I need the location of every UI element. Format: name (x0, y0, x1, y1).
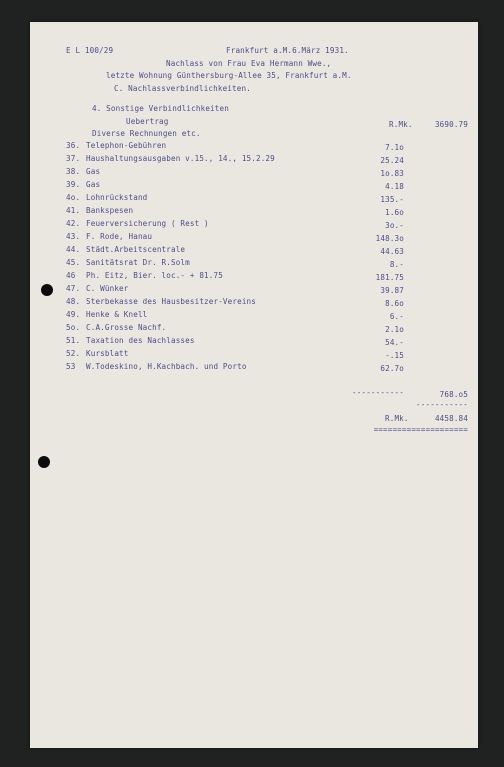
carryover-label: Uebertrag (126, 117, 169, 126)
file-reference: E L 100/29 (66, 46, 114, 55)
item-amount: 4.18 (385, 182, 404, 191)
item-amount: 148.3o (375, 234, 404, 243)
item-amount: 2.1o (385, 325, 404, 334)
carryover-amount: 3690.79 (434, 120, 468, 129)
item-amount: 8.6o (385, 299, 404, 308)
liabilities-heading: C. Nachlassverbindlichkeiten. (114, 84, 251, 93)
item-description: Bankspesen (86, 206, 134, 215)
item-number: 51. (66, 336, 81, 345)
last-residence: letzte Wohnung Günthersburg-Allee 35, Frankfurt a.M. (106, 71, 352, 80)
item-description: F. Rode, Hanau (86, 232, 153, 241)
item-description: C.A.Grosse Nachf. (86, 323, 167, 332)
subtotal-rule: ----------- (352, 388, 404, 397)
item-amount: 1o.83 (380, 169, 404, 178)
item-number: 39. (66, 180, 81, 189)
item-number: 47. (66, 284, 81, 293)
item-description: Sterbekasse des Hausbesitzer-Vereins (86, 297, 256, 306)
item-description: Feuerversicherung ( Rest ) (86, 219, 209, 228)
item-number: 53 (66, 362, 76, 371)
item-description: Städt.Arbeitscentrale (86, 245, 186, 254)
subtotal-underline: ----------- (416, 400, 468, 409)
item-description: Ph. Eitz, Bier. loc.- + 81.75 (86, 271, 223, 280)
item-number: 42. (66, 219, 81, 228)
item-description: Lohnrückstand (86, 193, 148, 202)
item-number: 48. (66, 297, 81, 306)
item-number: 36. (66, 141, 81, 150)
misc-invoices-label: Diverse Rechnungen etc. (92, 129, 201, 138)
item-description: Gas (86, 180, 101, 189)
item-number: 49. (66, 310, 81, 319)
item-number: 5o. (66, 323, 81, 332)
item-description: Taxation des Nachlasses (86, 336, 195, 345)
item-amount: 62.7o (380, 364, 404, 373)
punch-hole (38, 456, 50, 468)
item-amount: 181.75 (375, 273, 404, 282)
punch-hole (41, 284, 53, 296)
item-number: 46 (66, 271, 76, 280)
item-description: Haushaltungsausgaben v.15., 14., 15.2.29 (86, 154, 275, 163)
item-description: Henke & Knell (86, 310, 148, 319)
item-number: 38. (66, 167, 81, 176)
section-title: 4. Sonstige Verbindlichkeiten (92, 104, 229, 113)
item-amount: 25.24 (380, 156, 404, 165)
item-number: 44. (66, 245, 81, 254)
carryover-currency: R.Mk. (389, 120, 413, 129)
subtotal-amount: 768.o5 (439, 390, 468, 399)
item-amount: 6.- (389, 312, 404, 321)
item-amount: -.15 (385, 351, 404, 360)
place-date: Frankfurt a.M.6.März 1931. (226, 46, 349, 55)
item-amount: 39.87 (380, 286, 404, 295)
item-number: 45. (66, 258, 81, 267)
item-description: Kursblatt (86, 349, 129, 358)
item-amount: 54.- (385, 338, 404, 347)
item-amount: 8.- (389, 260, 404, 269)
item-amount: 3o.- (385, 221, 404, 230)
item-number: 41. (66, 206, 81, 215)
item-description: Telephon-Gebühren (86, 141, 167, 150)
estate-title: Nachlass von Frau Eva Hermann Wwe., (166, 59, 332, 68)
item-amount: 1.6o (385, 208, 404, 217)
item-description: Sanitätsrat Dr. R.Solm (86, 258, 190, 267)
item-number: 52. (66, 349, 81, 358)
item-number: 4o. (66, 193, 81, 202)
item-description: W.Todeskino, H.Kachbach. und Porto (86, 362, 247, 371)
item-description: C. Wünker (86, 284, 129, 293)
total-currency: R.Mk. (385, 414, 409, 423)
item-amount: 135.- (380, 195, 404, 204)
item-number: 37. (66, 154, 81, 163)
item-description: Gas (86, 167, 101, 176)
total-double-rule: ==================== (373, 425, 468, 434)
item-amount: 7.1o (385, 143, 404, 152)
item-amount: 44.63 (380, 247, 404, 256)
item-number: 43. (66, 232, 81, 241)
total-amount: 4458.84 (434, 414, 468, 423)
